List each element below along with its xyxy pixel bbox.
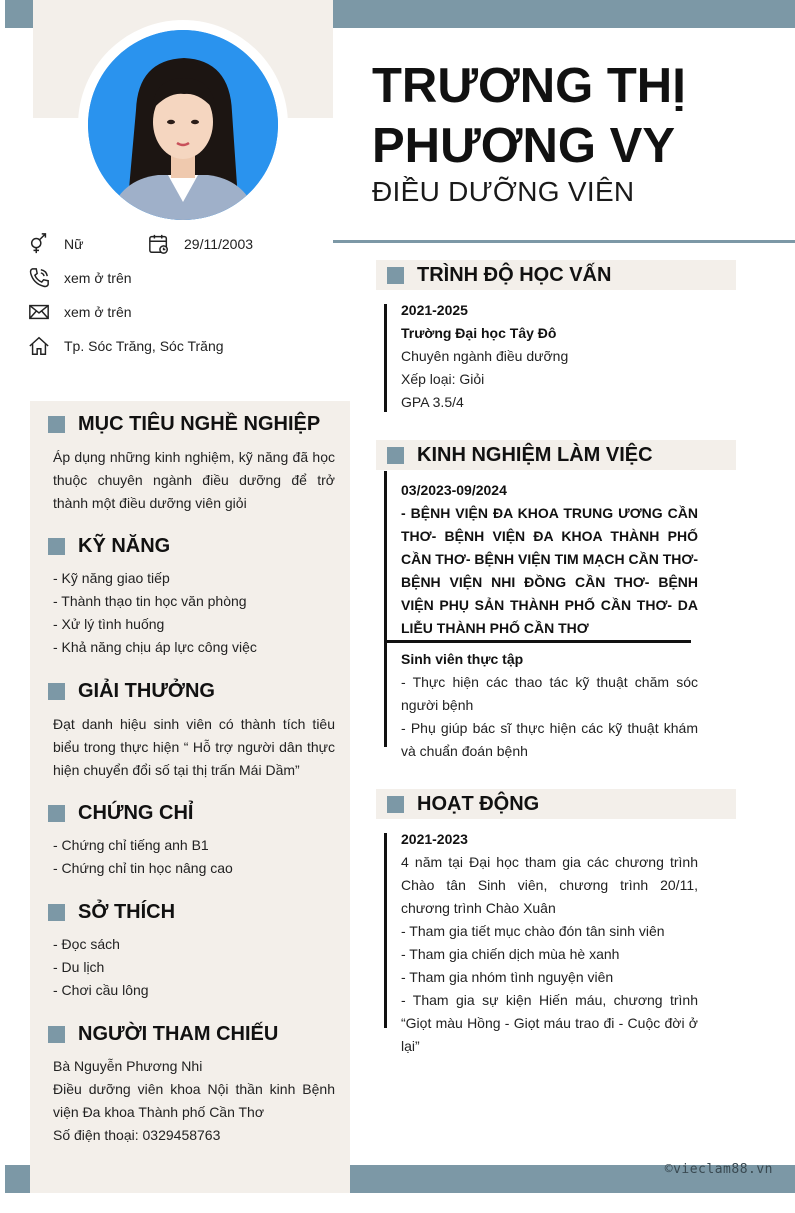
activities-timeline-line [384,833,387,1028]
education-gpa: GPA 3.5/4 [401,394,464,410]
email-value: xem ở trên [64,304,132,320]
skills-heading [48,535,170,558]
education-heading [376,260,736,290]
experience-heading-text: KINH NGHIỆM LÀM VIỆC [417,443,653,466]
square-bullet-icon [387,267,404,284]
contact-email [28,301,132,323]
experience-task: - Thực hiện các thao tác kỹ thuật chăm sóc người bệnh [401,674,698,713]
education-school: Trường Đại học Tây Đô [401,325,557,341]
activities-details [401,828,698,1058]
square-bullet-icon [48,805,65,822]
skill-item: - Kỹ năng giao tiếp [53,570,170,586]
birthday-value: 29/11/2003 [184,236,254,252]
skills-list [53,567,335,659]
activities-summary: 4 năm tại Đại học tham gia các chương trình Chào tân Sinh viên, chương trình 20/11, chương trình Chào Xuân [401,854,698,916]
hobbies-heading [48,901,175,924]
reference-name: Bà Nguyễn Phương Nhi [53,1058,203,1074]
certificates-heading-text: CHỨNG CHỈ [78,802,194,824]
certificate-item: - Chứng chỉ tiếng anh B1 [53,837,209,853]
experience-task: - Phụ giúp bác sĩ thực hiện các kỹ thuật khám và chuẩn đoán bệnh [401,720,698,759]
square-bullet-icon [48,538,65,555]
candidate-name-line2: PHƯƠNG VY [372,119,675,173]
contact-birthday [148,233,253,255]
gender-value: Nữ [64,236,84,252]
hobbies-heading-text: SỞ THÍCH [78,901,176,923]
education-details [401,299,698,414]
experience-role: Sinh viên thực tập [401,651,524,667]
experience-timeline-line [384,471,387,747]
contact-address [28,335,224,357]
calendar-icon [148,233,170,255]
education-major: Chuyên ngành điều dưỡng [401,348,569,364]
awards-heading [48,680,215,703]
awards-text: Đạt danh hiệu sinh viên có thành tích tiêu biểu trong thực hiện “ Hỗ trợ người dân thực hiện chuyển đổi số tại thị trấn Mái Dầm” [53,716,335,778]
experience-divider [384,640,691,643]
awards-heading-text: GIẢI THƯỞNG [78,680,215,702]
hobby-item: - Đọc sách [53,936,120,952]
certificates-heading [48,802,193,825]
objective-text: Áp dụng những kinh nghiệm, kỹ năng đã học thuộc chuyên ngành điều dưỡng để trở thành một điều dưỡng viên giỏi [53,449,335,511]
activity-item: - Tham gia sự kiện Hiến máu, chương trình “Giọt màu Hồng - Giọt máu trao đi - Cuộc đời ở lại” [401,992,698,1054]
experience-workplaces: - BỆNH VIỆN ĐA KHOA TRUNG ƯƠNG CẦN THƠ- BỆNH VIỆN ĐA KHOA THÀNH PHỐ CẦN THƠ- BỆNH VIỆN TIM MẠCH CẦN THƠ- BỆNH VIỆN NHI ĐỒNG CẦN THƠ- BỆNH VIỆN PHỤ SẢN THÀNH PHỐ CẦN THƠ- DA LIỄU THÀNH PHỐ CẦN THƠ [401,505,698,636]
activities-heading-text: HOẠT ĐỘNG [417,792,540,815]
reference-phone: Số điện thoại: 0329458763 [53,1127,221,1143]
candidate-name [372,56,772,176]
certificate-item: - Chứng chỉ tin học nâng cao [53,860,233,876]
experience-heading [376,440,736,470]
experience-details [401,479,698,640]
hobby-item: - Chơi cầu lông [53,982,149,998]
square-bullet-icon [48,416,65,433]
activities-period: 2021-2023 [401,831,468,847]
profile-photo [88,30,278,220]
watermark: ©vieclam88.vn [664,1162,773,1177]
skill-item: - Xử lý tình huống [53,616,165,632]
gender-icon [28,233,50,255]
activities-heading [376,789,736,819]
education-period: 2021-2025 [401,302,468,318]
square-bullet-icon [48,904,65,921]
job-title: ĐIỀU DƯỠNG VIÊN [372,176,635,207]
activity-item: - Tham gia tiết mục chào đón tân sinh viên [401,923,665,939]
contact-phone [28,267,132,289]
hobby-item: - Du lịch [53,959,105,975]
skills-heading-text: KỸ NĂNG [78,535,171,557]
square-bullet-icon [48,1026,65,1043]
objective-heading [48,413,320,436]
experience-period: 03/2023-09/2024 [401,482,507,498]
reference-position: Điều dưỡng viên khoa Nội thần kinh Bệnh viện Đa khoa Thành phố Cần Thơ [53,1081,335,1120]
square-bullet-icon [387,796,404,813]
education-timeline-line [384,304,387,412]
phone-value: xem ở trên [64,270,132,286]
skill-item: - Thành thạo tin học văn phòng [53,593,247,609]
square-bullet-icon [387,447,404,464]
header-divider [333,240,795,243]
activity-item: - Tham gia nhóm tình nguyện viên [401,969,614,985]
contact-gender [28,233,83,255]
skill-item: - Khả năng chịu áp lực công việc [53,639,257,655]
address-value: Tp. Sóc Trăng, Sóc Trăng [64,338,224,354]
square-bullet-icon [48,683,65,700]
mail-icon [28,301,50,323]
references-heading-text: NGƯỜI THAM CHIẾU [78,1023,279,1045]
home-icon [28,335,50,357]
certificates-list [53,834,335,880]
education-rank: Xếp loại: Giỏi [401,371,485,387]
candidate-name-line1: TRƯƠNG THỊ [372,59,686,113]
education-heading-text: TRÌNH ĐỘ HỌC VẤN [417,263,612,286]
references-heading [48,1023,278,1046]
hobbies-list [53,933,335,1002]
objective-heading-text: MỤC TIÊU NGHỀ NGHIỆP [78,413,321,435]
experience-role-details [401,648,698,763]
activity-item: - Tham gia chiến dịch mùa hè xanh [401,946,620,962]
phone-icon [28,267,50,289]
